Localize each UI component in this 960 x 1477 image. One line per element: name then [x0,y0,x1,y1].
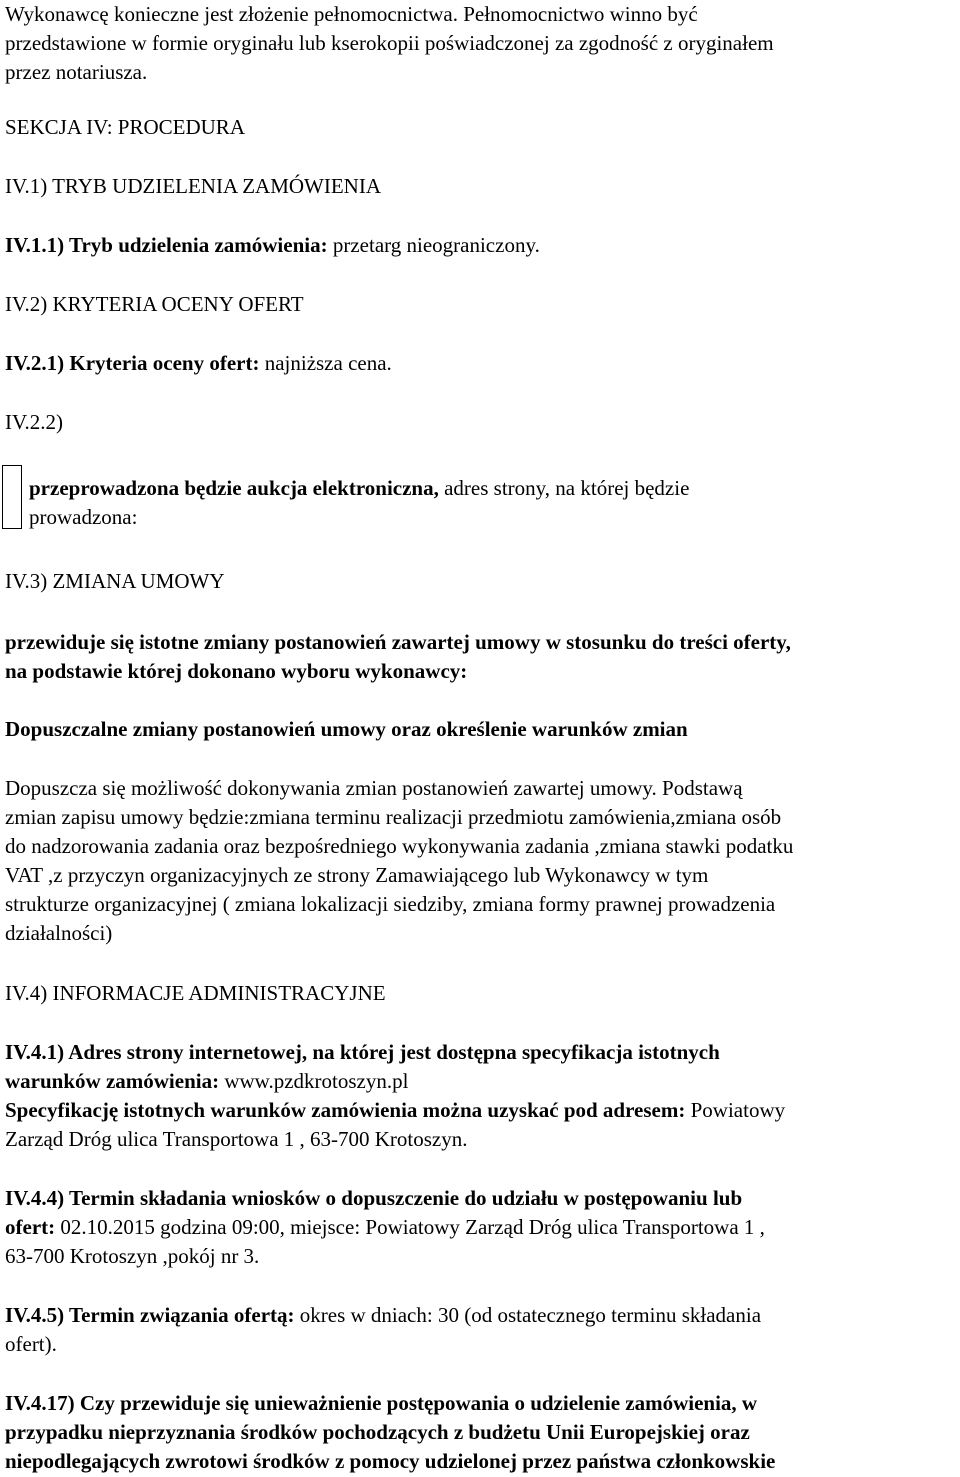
proxy-paragraph [5,0,952,87]
spec-obtain-addr: Powiatowy [685,1098,786,1122]
text-line: IV.4.17) Czy przewiduje się unieważnienie postępowania o udzielenie zamówienia, w [5,1391,758,1415]
text-line: 63-700 Krotoszyn ,pokój nr 3. [5,1244,260,1268]
text-line: VAT ,z przyczyn organizacyjnych ze strony Zamawiającego lub Wykonawcy w tym [5,863,709,887]
text-line: IV.4.4) Termin składania wniosków o dopuszczenie do udziału w postępowaniu lub [5,1186,743,1210]
subsection-heading-iv4: IV.4) INFORMACJE ADMINISTRACYJNE [5,981,386,1005]
section-heading: SEKCJA IV: PROCEDURA [5,115,245,139]
deadline-value: 02.10.2015 godzina 09:00, miejsce: Powiatowy Zarząd Dróg ulica Transportowa 1 , [55,1215,765,1239]
text-line: Wykonawcę konieczne jest złożenie pełnomocnictwa. Pełnomocnictwo winno być [5,2,698,26]
subsection-heading-iv2: IV.2) KRYTERIA OCENY OFERT [5,292,304,316]
text-line: do nadzorowania zadania oraz bezpośredniego wykonywania zadania ,zmiana stawki podatku [5,834,794,858]
text-line: przedstawione w formie oryginału lub kserokopii poświadczonej za zgodność z oryginałem [5,31,774,55]
binding-value: okres w dniach: 30 (od ostatecznego terminu składania [294,1303,762,1327]
changes-heading: Dopuszczalne zmiany postanowień umowy oraz określenie warunków zmian [5,717,688,741]
spec-label: warunków zamówienia: [5,1069,220,1093]
text-line: działalności) [5,921,113,945]
text-line: strukturze organizacyjnej ( zmiana lokalizacji siedziby, zmiana formy prawnej prowadzenia [5,892,776,916]
text-line: Dopuszcza się możliwość dokonywania zmian postanowień zawartej umowy. Podstawą [5,776,743,800]
binding-label: IV.4.5) Termin związania ofertą: [5,1303,295,1327]
subsection-heading-iv1: IV.1) TRYB UDZIELENIA ZAMÓWIENIA [5,174,382,198]
annulment-question [5,1389,952,1476]
contract-change-statement [5,628,952,686]
auction-rest: adres strony, na której będzie [438,476,690,500]
text-line: przewiduje się istotne zmiany postanowień zawartej umowy w stosunku do treści oferty, [5,630,791,654]
text-line: IV.4.1) Adres strony internetowej, na której jest dostępna specyfikacja istotnych [5,1040,720,1064]
changes-paragraph [5,774,952,948]
text-line: zmian zapisu umowy będzie:zmiana terminu realizacji przedmiotu zamówienia,zmiana osób [5,805,782,829]
procedure-type-label: IV.1.1) Tryb udzielenia zamówienia: [5,233,328,257]
item-iv22: IV.2.2) [5,410,63,434]
deadline-label: ofert: [5,1215,56,1239]
spec-url: www.pzdkrotoszyn.pl [219,1069,409,1093]
specification-address [5,1038,952,1154]
text-line: na podstawie której dokonano wyboru wykonawcy: [5,659,468,683]
subsection-heading-iv3: IV.3) ZMIANA UMOWY [5,569,225,593]
text-line: przez notariusza. [5,60,148,84]
submission-deadline [5,1184,952,1271]
text-line: ofert). [5,1332,57,1356]
procedure-type-value: przetarg nieograniczony. [327,233,540,257]
criteria-value: najniższa cena. [259,351,392,375]
auction-line2: prowadzona: [29,505,138,529]
auction-text [29,474,952,532]
spec-obtain-label: Specyfikację istotnych warunków zamówienia można uzyskać pod adresem: [5,1098,686,1122]
criteria-label: IV.2.1) Kryteria oceny ofert: [5,351,260,375]
text-line: przypadku nieprzyznania środków pochodzących z budżetu Unii Europejskiej oraz [5,1420,750,1444]
auction-checkbox[interactable] [2,465,22,529]
auction-bold: przeprowadzona będzie aukcja elektroniczna, [29,476,439,500]
evaluation-criteria [5,349,952,378]
procedure-type [5,231,952,260]
text-line: niepodlegających zwrotowi środków z pomocy udzielonej przez państwa członkowskie [5,1449,776,1473]
binding-period [5,1301,952,1359]
text-line: Zarząd Dróg ulica Transportowa 1 , 63-700 Krotoszyn. [5,1127,468,1151]
